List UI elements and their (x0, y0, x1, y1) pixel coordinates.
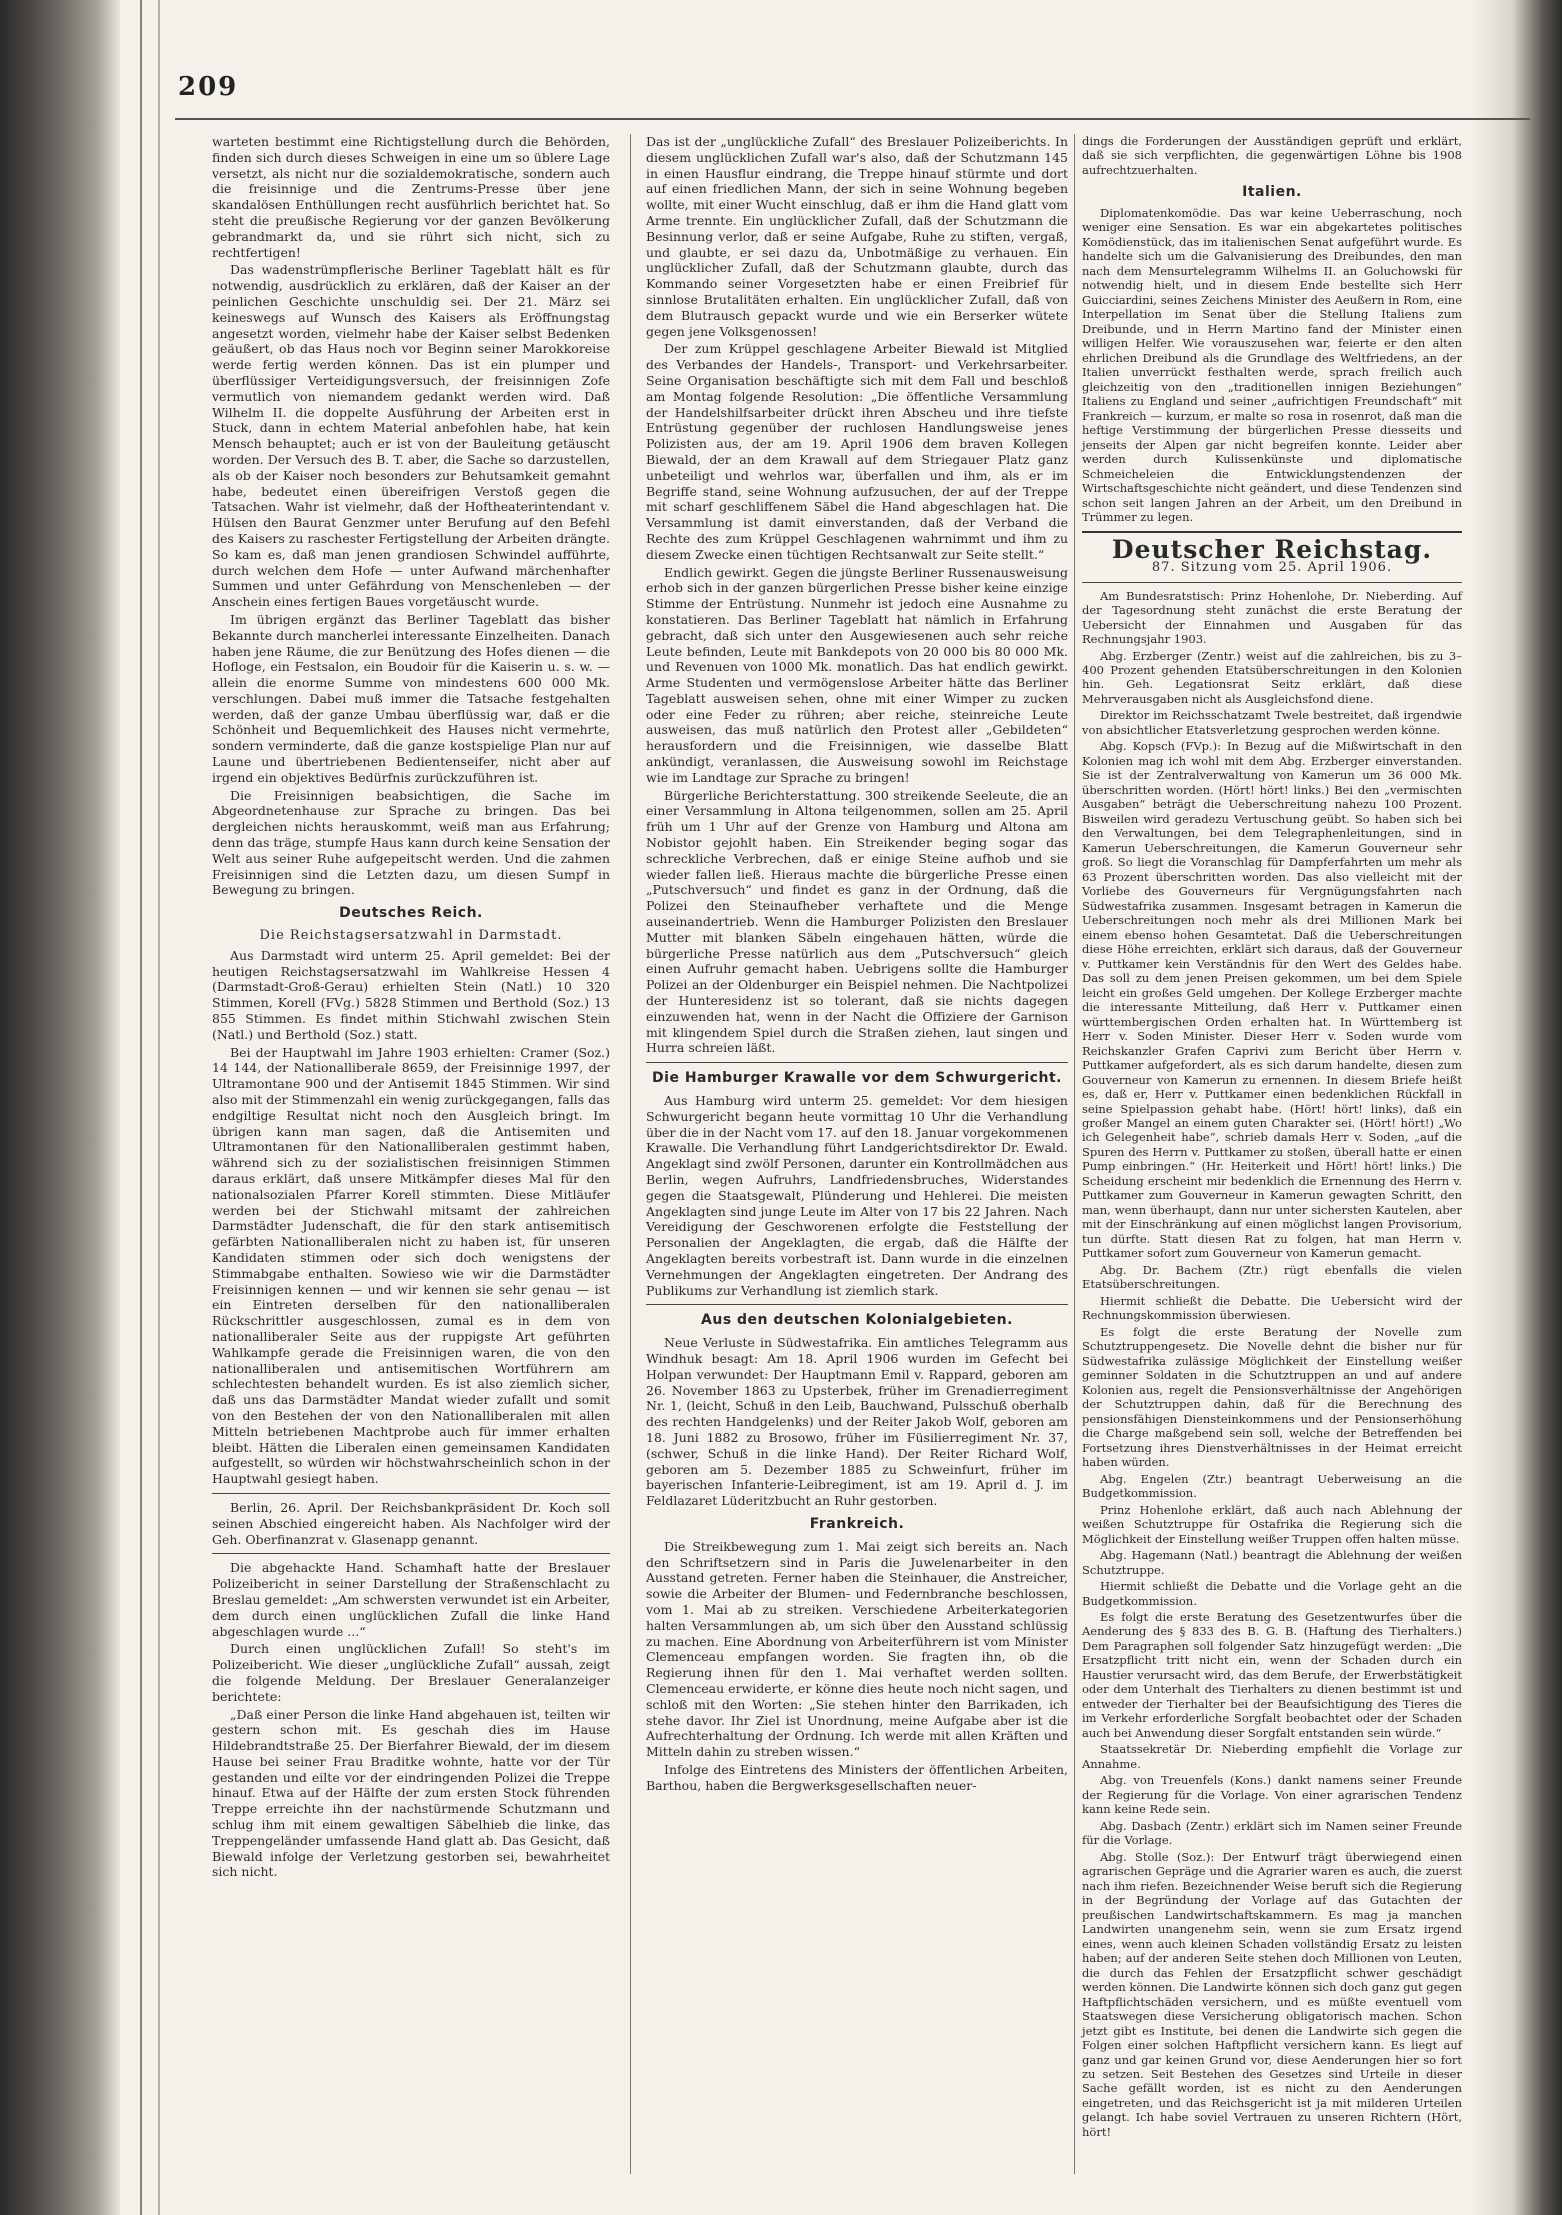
page-number: 209 (178, 72, 239, 102)
paragraph: Endlich gewirkt. Gegen die jüngste Berliner Russenausweisung erhob sich in der ganzen bürgerlichen Presse bisher keine einzige Stimme der Entrüstung. Nunmehr ist jedoch eine Ausnahme zu konstatieren. Das Berliner Tageblatt hat nämlich in Erfahrung gebracht, daß sich unter den Ausgewiesenen auch sehr reiche Leute befinden, Leute mit Bankdepots von 20 000 bis 80 000 Mk. und Revenuen von 1000 Mk. monatlich. Das hat endlich gewirkt. Arme Studenten und vermögenslose Arbeiter hätte das Berliner Tageblatt ausweisen sehen, ohne mit einer Wimper zu zucken oder eine Feder zu rühren; aber reiche, steinreiche Leute ausweisen, das muß natürlich den Protest aller „Gebildeten“ herausfordern und die Freisinnigen, wie dasselbe Blatt ankündigt, veranlassen, die Ausweisung sowohl im Reichstage wie im Landtage zur Sprache zu bringen! (646, 564, 1068, 785)
paragraph: Abg. Engelen (Ztr.) beantragt Ueberweisung an die Budgetkommission. (1082, 1471, 1462, 1501)
paragraph: dings die Forderungen der Ausständigen geprüft und erklärt, daß sie sich verpflichten, die gegenwärtigen Löhne bis 1908 aufrechtzuerhalten. (1082, 134, 1462, 177)
paragraph: Abg. Dr. Bachem (Ztr.) rügt ebenfalls die vielen Etatsüberschreitungen. (1082, 1262, 1462, 1292)
book-binding (0, 0, 120, 2215)
paragraph: Im übrigen ergänzt das Berliner Tageblatt das bisher Bekannte durch mancherlei interessante Einzelheiten. Danach haben jene Räume, die zur Benützung des Hofes dienen — die Hofloge, ein Festsalon, ein Boudoir für die Kaiserin u. s. w. — allein die enorme Summe von mindestens 600 000 Mk. verschlungen. Dabei muß immer die Tatsache festgehalten werden, daß der ganze Umbau überflüssig war, daß er die Schönheit und Bequemlichkeit des Hauses nicht vermehrte, sondern verminderte, daß die ganze kostspielige Plan nur auf Laune und übertriebenen Bedientenseifer, nicht aber auf irgend ein objektives Bedürfnis zurückzuführen ist. (212, 611, 610, 785)
paragraph: Hiermit schließt die Debatte und die Vorlage geht an die Budgetkommission. (1082, 1579, 1462, 1608)
paragraph: Das ist der „unglückliche Zufall“ des Breslauer Polizeiberichts. In diesem unglücklichen Zufall war's also, daß der Schutzmann 145 in einen Hausflur eindrang, die Treppe hinauf stürmte und dort auf einen friedlichen Mann, der sich in seine Wohnung begeben wollte, mit einer Wucht einschlug, daß er ihm die Hand glatt vom Arme trennte. Ein unglücklicher Zufall, daß der Schutzmann die Besinnung verlor, daß er seine Aufgabe, Ruhe zu stiften, vergaß, und glaubte, er sei dazu da, Unbotmäßige zu verhauen. Ein unglücklicher Zufall, daß der Schutzmann glaubte, durch das Kommando seiner Vorgesetzten habe er einen Freibrief für sinnlose Brutalitäten erhalten. Ein unglücklicher Zufall, daß von dem Blutrausch gepackt wurde und wie ein Berserker wütete gegen jene Volksgenossen! (646, 134, 1068, 339)
column-separator (630, 134, 631, 2174)
section-heading: Frankreich. (809, 1515, 905, 1532)
section-heading-reichstag: Deutscher Reichstag. (1111, 534, 1433, 564)
paragraph: Das wadenstrümpflerische Berliner Tageblatt hält es für notwendig, ausdrücklich zu erklären, daß der Kaiser an der peinlichen Geschichte unschuldig sei. Der 21. März sei keineswegs auf Wunsch des Kaisers als Eröffnungstag angesetzt worden, vielmehr habe der Kaiser selbst Bedenken geäußert, ob das Haus noch vor Beginn seiner Marokkoreise werde fertig werden können. Das ist ein plumper und überflüssiger Verteidigungsversuch, der freisinnigen Zofe vermutlich von niemandem gedankt werden wird. Daß Wilhelm II. die doppelte Ausführung der Arbeiten erst in Stuck, dann in echtem Material anbefohlen habe, hat kein Mensch behauptet; auch er ist von der Bauleitung getäuscht worden. Der Versuch des B. T. aber, die Sache so darzustellen, als ob der Kaiser noch besonders zur Behutsamkeit gemahnt habe, bedeutet einen übereifrigen Verstoß gegen die Tatsachen. Wahr ist vielmehr, daß der Hoftheaterintendant v. Hülsen den Baurat Genzmer unter Berufung auf den Befehl des Kaisers zu raschester Fertigstellung der Arbeiten drängte. So kam es, daß man jenen grandiosen Schwindel aufführte, durch welchen dem Hofe — unter Aufwand märchenhafter Summen und unter Gefährdung von Menschenleben — der Anschein eines fertigen Baues vorgetäuscht wurde. (212, 262, 610, 610)
column-1 (212, 134, 610, 1882)
paragraph: Die abgehackte Hand. Schamhaft hatte der Breslauer Polizeibericht in seiner Darstellung der Straßenschlacht zu Breslau gemeldet: „Am schwersten verwundet ist ein Arbeiter, dem durch einen unglücklichen Zufall die linke Hand abgeschlagen wurde ...“ (212, 1560, 610, 1639)
section-heading: Deutsches Reich. (339, 905, 483, 922)
paragraph: Abg. Kopsch (FVp.): In Bezug auf die Mißwirtschaft in den Kolonien mag ich wohl mit dem Abg. Erzberger einverstanden. Sie ist der Zentralverwaltung von Kamerun um 36 000 Mk. überschritten worden. (Hört! hört! links.) Bei den „vermischten Ausgaben“ beträgt die Ueberschreitung nahezu 100 Prozent. Bisweilen wird geradezu Vertuschung geübt. So haben sich bei den Verwaltungen, bei dem Telegraphenleitungen, sind in Kamerun Ueberschreitungen, die Kamerun Gouverneur sehr groß. So liegt die Voranschlag für Dampferfahrten um mehr als 63 Prozent überschritten worden. Das also vielleicht mit der Vorliebe des Gouverneurs für Vergnügungsfahrten nach Südwestafrika zusammen. Insgesamt betragen in Kamerun die Ueberschreitungen noch mehr als drei Millionen Mark bei einem ebenso hohen Gesamtetat. Daß die Ueberschreitungen diese Höhe erreichten, erklärt sich daraus, daß der Gouverneur v. Puttkamer kein Verständnis für den Wert des Geldes habe. Das soll zu dem jenen Preisen gekommen, um bei dem Spiele leicht ein großes Geld umgehen. Der Kollege Erzberger machte die interessante Mitteilung, daß Herr v. Puttkamer einen württembergischen Orden erhalten hat. In Württemberg ist Herr v. Soden Minister. Dieser Herr v. Soden wurde vom Reichskanzler Grafen Caprivi zum Bericht über Herrn v. Puttkamer aufgefordert, als es sich darum handelte, diesen zum Gouverneur von Kamerun zu ernennen. In diesem Briefe heißt es, daß er, Herr v. Puttkamer einen bedenklichen Rückfall in seine Spielpassion gehabt habe. (Hört! hört! links), daß ein großer Mangel an einem guten Charakter sei. (Hört! hört!) „Wo ich Gelegenheit habe“, schrieb damals Herr v. Soden, „auf die Spuren des Herrn v. Puttkamer zu stoßen, überall hatte er einen Pump einbringen.“ (Hr. Heiterkeit und Hört! hört! links.) Die Scheidung erscheint mir bedenklich die Ernennung des Herrn v. Puttkamer zum Gouverneur in Kamerun gewagten Schritt, den man, wenn überhaupt, dann nur unter sichersten Kautelen, aber mit der Einschränkung auf einen möglichst langen Provisorium, tun dürfte. Statt diesen Rat zu folgen, hat man Herrn v. Puttkamer sofort zum Gouverneur von Kamerun gemacht. (1082, 739, 1462, 1261)
paragraph: Bei der Hauptwahl im Jahre 1903 erhielten: Cramer (Soz.) 14 144, der Nationalliberale 8659, der Freisinnige 1997, der Ultramontane 900 und der Antisemit 1845 Stimmen. Wir sind also mit der Stimmenzahl ein wenig zurückgegangen, falls das endgiltige Resultat nicht noch den Ausgleich bringt. Im übrigen kann man sagen, daß die Antisemiten und Ultramontanen für den Nationalliberalen gestimmt haben, während sich zu der sozialistischen freisinnigen Stimmen daraus erklärt, daß unsere Mitkämpfer dieses Mal für den nationalsozialen Pfarrer Korell stimmten. Diese Mitläufer werden bei der Stichwahl mitsamt der zahlreichen Darmstädter Judenschaft, die für den stark antisemitisch gefärbten Nationalliberalen nicht zu haben ist, für unseren Kandidaten stimmen oder sich doch wenigstens der Stimmabgabe enthalten. Sowieso wie wir die Darmstädter Freisinnigen kennen — und wir kennen sie sehr genau — ist ein Eintreten derselben für den nationalliberalen Rückschrittler ausgeschlossen, zumal es in dem von nationalliberaler Seite aus der ruppigste Art geführten Wahlkampfe gerade die Freisinnigen waren, die von den nationalliberalen und antisemitischen Wortführern am schlechtesten behandelt wurden. Es ist also ziemlich sicher, daß uns das Darmstädter Mandat wieder zufallt und somit von den Bestehen der von den Nationalliberalen mit allen Mitteln betriebenen Machtprobe auch für immer erhalten bleibt. Hätten die Liberalen einen gemeinsamen Kandidaten aufgestellt, so würden wir höchstwahrscheinlich schon in der Hauptwahl gesiegt haben. (212, 1044, 610, 1487)
paragraph: Die Freisinnigen beabsichtigen, die Sache im Abgeordnetenhause zur Sprache zu bringen. Das bei dergleichen nichts herauskommt, weiß man aus Erfahrung; denn das träge, stumpfe Haus kann durch keine Sensation der Welt aus seiner Ruhe aufgepeitscht werden. Und die zahmen Freisinnigen sind die Letzten dazu, um diesen Sumpf in Bewegung zu bringen. (212, 787, 610, 898)
paragraph: Abg. von Treuenfels (Kons.) dankt namens seiner Freunde der Regierung für die Vorlage. Von einer agrarischen Tendenz kann keine Rede sein. (1082, 1773, 1462, 1817)
paragraph: Abg. Dasbach (Zentr.) erklärt sich im Namen seiner Freunde für die Vorlage. (1082, 1818, 1462, 1848)
paragraph: Abg. Stolle (Soz.): Der Entwurf trägt überwiegend einen agrarischen Gepräge und die Agrarier waren es auch, die zuerst nach ihm riefen. Bezeichnender Weise beruft sich die Regierung in der Begründung der Vorlage auf das Gutachten der preußischen Landwirtschaftskammern. Es mag ja manchen Landwirten unangenehm sein, wenn sie zum Ersatz irgend eines, wenn auch kleinen Schaden vollständig Ersatz zu leisten haben; auf der anderen Seite stehen doch Millionen von Leuten, die durch das Fehlen der Ersatzpflicht schwer geschädigt werden können. Die Landwirte können sich doch ganz gut gegen Haftpflichtschäden versichern, und es müßte eventuell vom Staatswegen diese Versicherung obligatorisch machen. Schon jetzt gibt es Institute, bei denen die Landwirte sich gegen die Folgen einer solchen Haftpflicht versichern kann. Es liegt auf ganz und gar keinen Grund vor, diese Aenderungen hier so fort zu setzen. Seit Bestehen des Gesetzes sind Urteile in dieser Sache gefällt worden, ist es nicht zu den Aenderungen eingetreten, und das Reichsgericht ist ja mit milderen Urteilen gelangt. Ich habe soviel Vertrauen zu unseren Richtern (Hört, hört! (1082, 1849, 1462, 2139)
paragraph: Abg. Hagemann (Natl.) beantragt die Ablehnung der weißen Schutztruppe. (1082, 1548, 1462, 1577)
article-heading: Die Reichstagsersatzwahl in Darmstadt. (259, 928, 563, 944)
paragraph: Die Streikbewegung zum 1. Mai zeigt sich bereits an. Nach den Schriftsetzern sind in Paris die Juwelenarbeiter in den Ausstand getreten. Ferner haben die Steinhauer, die Anstreicher, sowie die Arbeiter der Blumen- und Federnbranche beschlossen, vom 1. Mai ab zu streiken. Verschiedene Arbeiterkategorien halten Versammlungen ab, um sich über den Ausstand schlüssig zu machen. Eine Abordnung von Arbeiterführern ist vom Minister Clemenceau empfangen worden. Sie fragten ihn, ob die Regierung ihnen für den 1. Mai verhaftet werden sollten. Clemenceau erwiderte, er könne dies heute noch nicht sagen, und schloß mit den Worten: „Sie stehen hinter den Barrikaden, ich stehe davor. Ihr Ziel ist Unordnung, meine Aufgabe aber ist die Aufrechterhaltung der Ordnung. Ich werde mit allen Kräften und Mitteln dahin zu streben wissen.“ (646, 1538, 1068, 1760)
paragraph: Aus Darmstadt wird unterm 25. April gemeldet: Bei der heutigen Reichstagsersatzwahl im Wahlkreise Hessen 4 (Darmstadt-Groß-Gerau) erhielten Stein (Natl.) 10 320 Stimmen, Korell (FVg.) 5828 Stimmen und Berthold (Soz.) 13 855 Stimmen. Es findet mithin Stichwahl zwischen Stein (Natl.) und Berthold (Soz.) statt. (212, 947, 610, 1042)
binding-fold-line (140, 0, 142, 2215)
session-line: 87. Sitzung vom 25. April 1906. (1151, 560, 1393, 576)
paragraph: Am Bundesratstisch: Prinz Hohenlohe, Dr. Nieberding. Auf der Tagesordnung steht zunächst die erste Beratung der Uebersicht der Einnahmen und Ausgaben für das Rechnungsjahr 1903. (1082, 588, 1462, 647)
binding-fold-line (158, 0, 160, 2215)
section-heading: Italien. (1242, 184, 1302, 201)
paragraph: Direktor im Reichsschatzamt Twele bestreitet, daß irgendwie von absichtlicher Etatsverletzung gesprochen werden könne. (1082, 708, 1462, 737)
paragraph: Aus Hamburg wird unterm 25. gemeldet: Vor dem hiesigen Schwurgericht begann heute vormittag 10 Uhr die Verhandlung über die in der Nacht vom 17. auf den 18. Januar vorgekommenen Krawalle. Die Verhandlung führt Landgerichtsdirektor Dr. Ewald. Angeklagt sind zwölf Personen, darunter ein Kontrollmädchen aus Berlin, wegen Aufruhrs, Landfriedensbruches, Widerstandes gegen die Staatsgewalt, Plünderung und Hehlerei. Die meisten Angeklagten sind junge Leute im Alter von 17 bis 22 Jahren. Nach Vereidigung der Geschworenen erfolgte die Feststellung der Personalien der Angeklagten, die ergab, daß die Hälfte der Angeklagten bereits vorbestraft ist. Dann wurde in die einzelnen Vernehmungen der Angeklagten eingetreten. Der Andrang des Publikums zur Verhandlung ist ziemlich stark. (646, 1093, 1068, 1298)
paragraph: Prinz Hohenlohe erklärt, daß auch nach Ablehnung der weißen Schutztruppe für Ostafrika die Regierung sich die Möglichkeit der Einstellung weißer Truppen offen halten müsse. (1082, 1502, 1462, 1546)
paragraph: Durch einen unglücklichen Zufall! So steht's im Polizeibericht. Wie dieser „unglückliche Zufall“ aussah, zeigt die folgende Meldung. Der Breslauer Generalanzeiger berichtete: (212, 1641, 610, 1704)
paragraph: warteten bestimmt eine Richtigstellung durch die Behörden, finden sich durch dieses Schweigen in eine um so üblere Lage versetzt, als nicht nur die sozialdemokratische, sondern auch die freisinnige und die Zentrums-Presse über jene skandalösen Enthüllungen recht ausführlich berichtet hat. So steht die preußische Regierung vor der ganzen Bevölkerung gebrandmarkt da, und sie rührt sich nicht, sich zu rechtfertigen! (212, 134, 610, 260)
paragraph: „Daß einer Person die linke Hand abgehauen ist, teilten wir gestern schon mit. Es geschah dies im Hause Hildebrandtstraße 25. Der Bierfahrer Biewald, der im diesem Hause bei seiner Frau Braditke wohnte, hatte vor der Tür gestanden und eilte vor der eindringenden Polizei die Treppe hinauf. Etwa auf der Hälfte der zum ersten Stock führenden Treppe erreichte ihn der nachstürmende Schutzmann und schlug ihm mit einem gewaltigen Säbelhieb die linke, das Treppengeländer umfassende Hand glatt ab. Das Gesicht, daß Biewald infolge der Verletzung gestorben sei, bewahrheitet sich nicht. (212, 1706, 610, 1880)
paragraph: Der zum Krüppel geschlagene Arbeiter Biewald ist Mitglied des Verbandes der Handels-, Transport- und Verkehrsarbeiter. Seine Organisation beschäftigte sich mit dem Fall und beschloß am Montag folgende Resolution: „Die öffentliche Versammlung der Handelshilfsarbeiter drückt ihren Abscheu und ihre tiefste Entrüstung gegenüber der ruchlosen Handlungsweise jenes Polizisten aus, der am 19. April 1906 dem braven Kollegen Biewald, der an dem Krawall auf dem Striegauer Platz ganz unbeteiligt und wehrlos war, überfallen und ihm, als er im Begriffe stand, seine Wohnung aufzusuchen, der auf der Treppe mit scharf geschliffenem Säbel die Hand abgeschlagen hat. Die Versammlung ist damit einverstanden, daß der Verband die Rechte des zum Krüppel Geschlagenen wahrnimmt und ihm zu diesem Zwecke einen tüchtigen Rechtsanwalt zur Seite stellt.“ (646, 341, 1068, 562)
paragraph: Berlin, 26. April. Der Reichsbankpräsident Dr. Koch soll seinen Abschied eingereicht haben. Als Nachfolger wird der Geh. Oberfinanzrat v. Glasenapp genannt. (212, 1499, 610, 1547)
page-edge (1472, 0, 1562, 2215)
divider (212, 1493, 610, 1494)
paragraph: Hiermit schließt die Debatte. Die Uebersicht wird der Rechnungskommission überwiesen. (1082, 1293, 1462, 1323)
header-rule (175, 118, 1530, 120)
divider (1082, 531, 1462, 533)
divider (646, 1304, 1068, 1305)
section-heading: Aus den deutschen Kolonialgebieten. (701, 1312, 1013, 1329)
divider (646, 1062, 1068, 1063)
paragraph: Es folgt die erste Beratung der Novelle zum Schutztruppengesetz. Die Novelle dehnt die bisher nur für Südwestafrika zulässige Möglichkeit der Einstellung weißer geminner Soldaten in die Schutztruppen an und auf andere Kolonien aus, regelt die Pensionsverhältnisse der Angehörigen der Schutztruppen dahin, daß für die Berechnung des pensionsfähigen Diensteinkommens und der Pensionserhöhung die Charge maßgebend sein soll, welche der Betreffenden bei Fortsetzung ihres Dienstverhältnisses in der Heimat erreicht haben würden. (1082, 1324, 1462, 1470)
paragraph: Bürgerliche Berichterstattung. 300 streikende Seeleute, die an einer Versammlung in Altona teilgenommen, sollen am 25. April früh um 1 Uhr auf der Grenze von Hamburg und Altona am Nobistor gejohlt haben. Ein Streikender beging sogar das schreckliche Verbrechen, daß er einige Steine aufhob und sie wieder fallen ließ. Hieraus machte die bürgerliche Presse einen „Putschversuch“ und findet es ganz in der Ordnung, daß die Polizei den Steinaufheber verhaftete und die Menge auseinandertrieb. Wenn die Hamburger Polizisten den Breslauer Mutter mit blanken Säbeln eingehauen hätten, würde die bürgerliche Presse natürlich aus dem „Putschversuch“ gleich einen Aufruhr gemacht haben. Uebrigens sollte die Hamburger Polizei an der Oldenburger ein Beispiel nehmen. Die Nachtpolizei der Hunteresidenz ist so tolerant, daß sie nichts dagegen einzuwenden hat, wenn in der Nacht die Offiziere der Garnison mit klingendem Spiel durch die Straßen ziehen, laut singen und Hurra schreien läßt. (646, 787, 1068, 1056)
column-2 (646, 134, 1068, 1795)
column-3 (1082, 134, 1462, 2141)
paragraph: Abg. Erzberger (Zentr.) weist auf die zahlreichen, bis zu 3–400 Prozent gehenden Etatsüberschreitungen in den Kolonien hin. Geh. Legationsrat Seitz erklärt, daß diese Mehrverausgaben nicht als Ausgleichsfond diene. (1082, 648, 1462, 706)
paragraph: Infolge des Eintretens des Ministers der öffentlichen Arbeiten, Barthou, haben die Bergwerksgesellschaften neuer- (646, 1761, 1068, 1793)
paragraph: Neue Verluste in Südwestafrika. Ein amtliches Telegramm aus Windhuk besagt: Am 18. April 1906 wurden im Gefecht bei Holpan verwundet: Der Hauptmann Emil v. Rappard, geboren am 26. November 1863 zu Upsterbek, früher im Grenadierregiment Nr. 1, (leicht, Schuß in den Leib, Bauchwand, Pulsschuß oberhalb des rechten Handgelenks) und der Reiter Jakob Wolf, geboren am 18. Juni 1882 zu Brosowo, früher im Füsilierregiment Nr. 37, (schwer, Schuß in die linke Hand). Der Reiter Richard Wolf, geboren am 5. Dezember 1885 zu Schweinfurt, früher im bayerischen Infanterie-Leibregiment, ist am 19. April d. J. im Feldlazaret Lüderitzbucht an Ruhr gestorben. (646, 1335, 1068, 1509)
article-heading: Die Hamburger Krawalle vor dem Schwurgericht. (652, 1070, 1062, 1087)
paragraph: Es folgt die erste Beratung des Gesetzentwurfes über die Aenderung des § 833 des B. G. B. (Haftung des Tierhalters.) Dem Paragraphen soll folgender Satz hinzugefügt werden: „Die Ersatzpflicht tritt nicht ein, wenn der Schaden durch ein Haustier verursacht wird, das dem Berufe, der Erwerbstätigkeit oder dem Unterhalt des Tierhalters zu dienen bestimmt ist und entweder der Tierhalter bei der Beaufsichtigung des Tieres die im Verkehr erforderliche Sorgfalt beobachtet oder der Schaden auch bei Anwendung dieser Sorgfalt entstanden sein würde.“ (1082, 1609, 1462, 1740)
divider (1082, 582, 1462, 583)
column-separator (1074, 134, 1075, 2174)
paragraph: Staatssekretär Dr. Nieberding empfiehlt die Vorlage zur Annahme. (1082, 1742, 1462, 1771)
paragraph: Diplomatenkomödie. Das war keine Ueberraschung, noch weniger eine Sensation. Es war ein abgekartetes politisches Komödienstück, das im italienischen Senat aufgeführt wurde. Es handelte sich um die Galvanisierung des Dreibundes, den man nach dem Mensurtelegramm Wilhelms II. an Goluchowski für notwendig hielt, und in diesem Ende bestellte sich Herr Guicciardini, seines Zeichens Minister des Aeußern in Rom, eine Interpellation im Senat über die Stellung Italiens zum Dreibunde, und in Herrn Martino fand der Minister einen willigen Helfer. Wie vorauszusehen war, feierte er den alten ehrlichen Dreibund als die Grundlage des Weltfriedens, an der Italien unverrückt festhalten werde, sprach freilich auch gleichzeitig von den „traditionellen innigen Beziehungen“ Italiens zu England und seiner „aufrichtigen Freundschaft“ mit Frankreich — kurzum, er malte so rosa in rosenrot, daß man die heftige Verstimmung der bürgerlichen Presse diesseits und jenseits der Alpen gar nicht begreifen konnte. Leider aber werden durch Kulissenkünste und diplomatische Schmeicheleien die Entwicklungstendenzen der Wirtschaftsgeschichte nicht geändert, und diese Tendenzen sind schon seit langen Jahren an der Arbeit, um den Dreibund in Trümmer zu legen. (1082, 205, 1462, 525)
divider (212, 1553, 610, 1554)
